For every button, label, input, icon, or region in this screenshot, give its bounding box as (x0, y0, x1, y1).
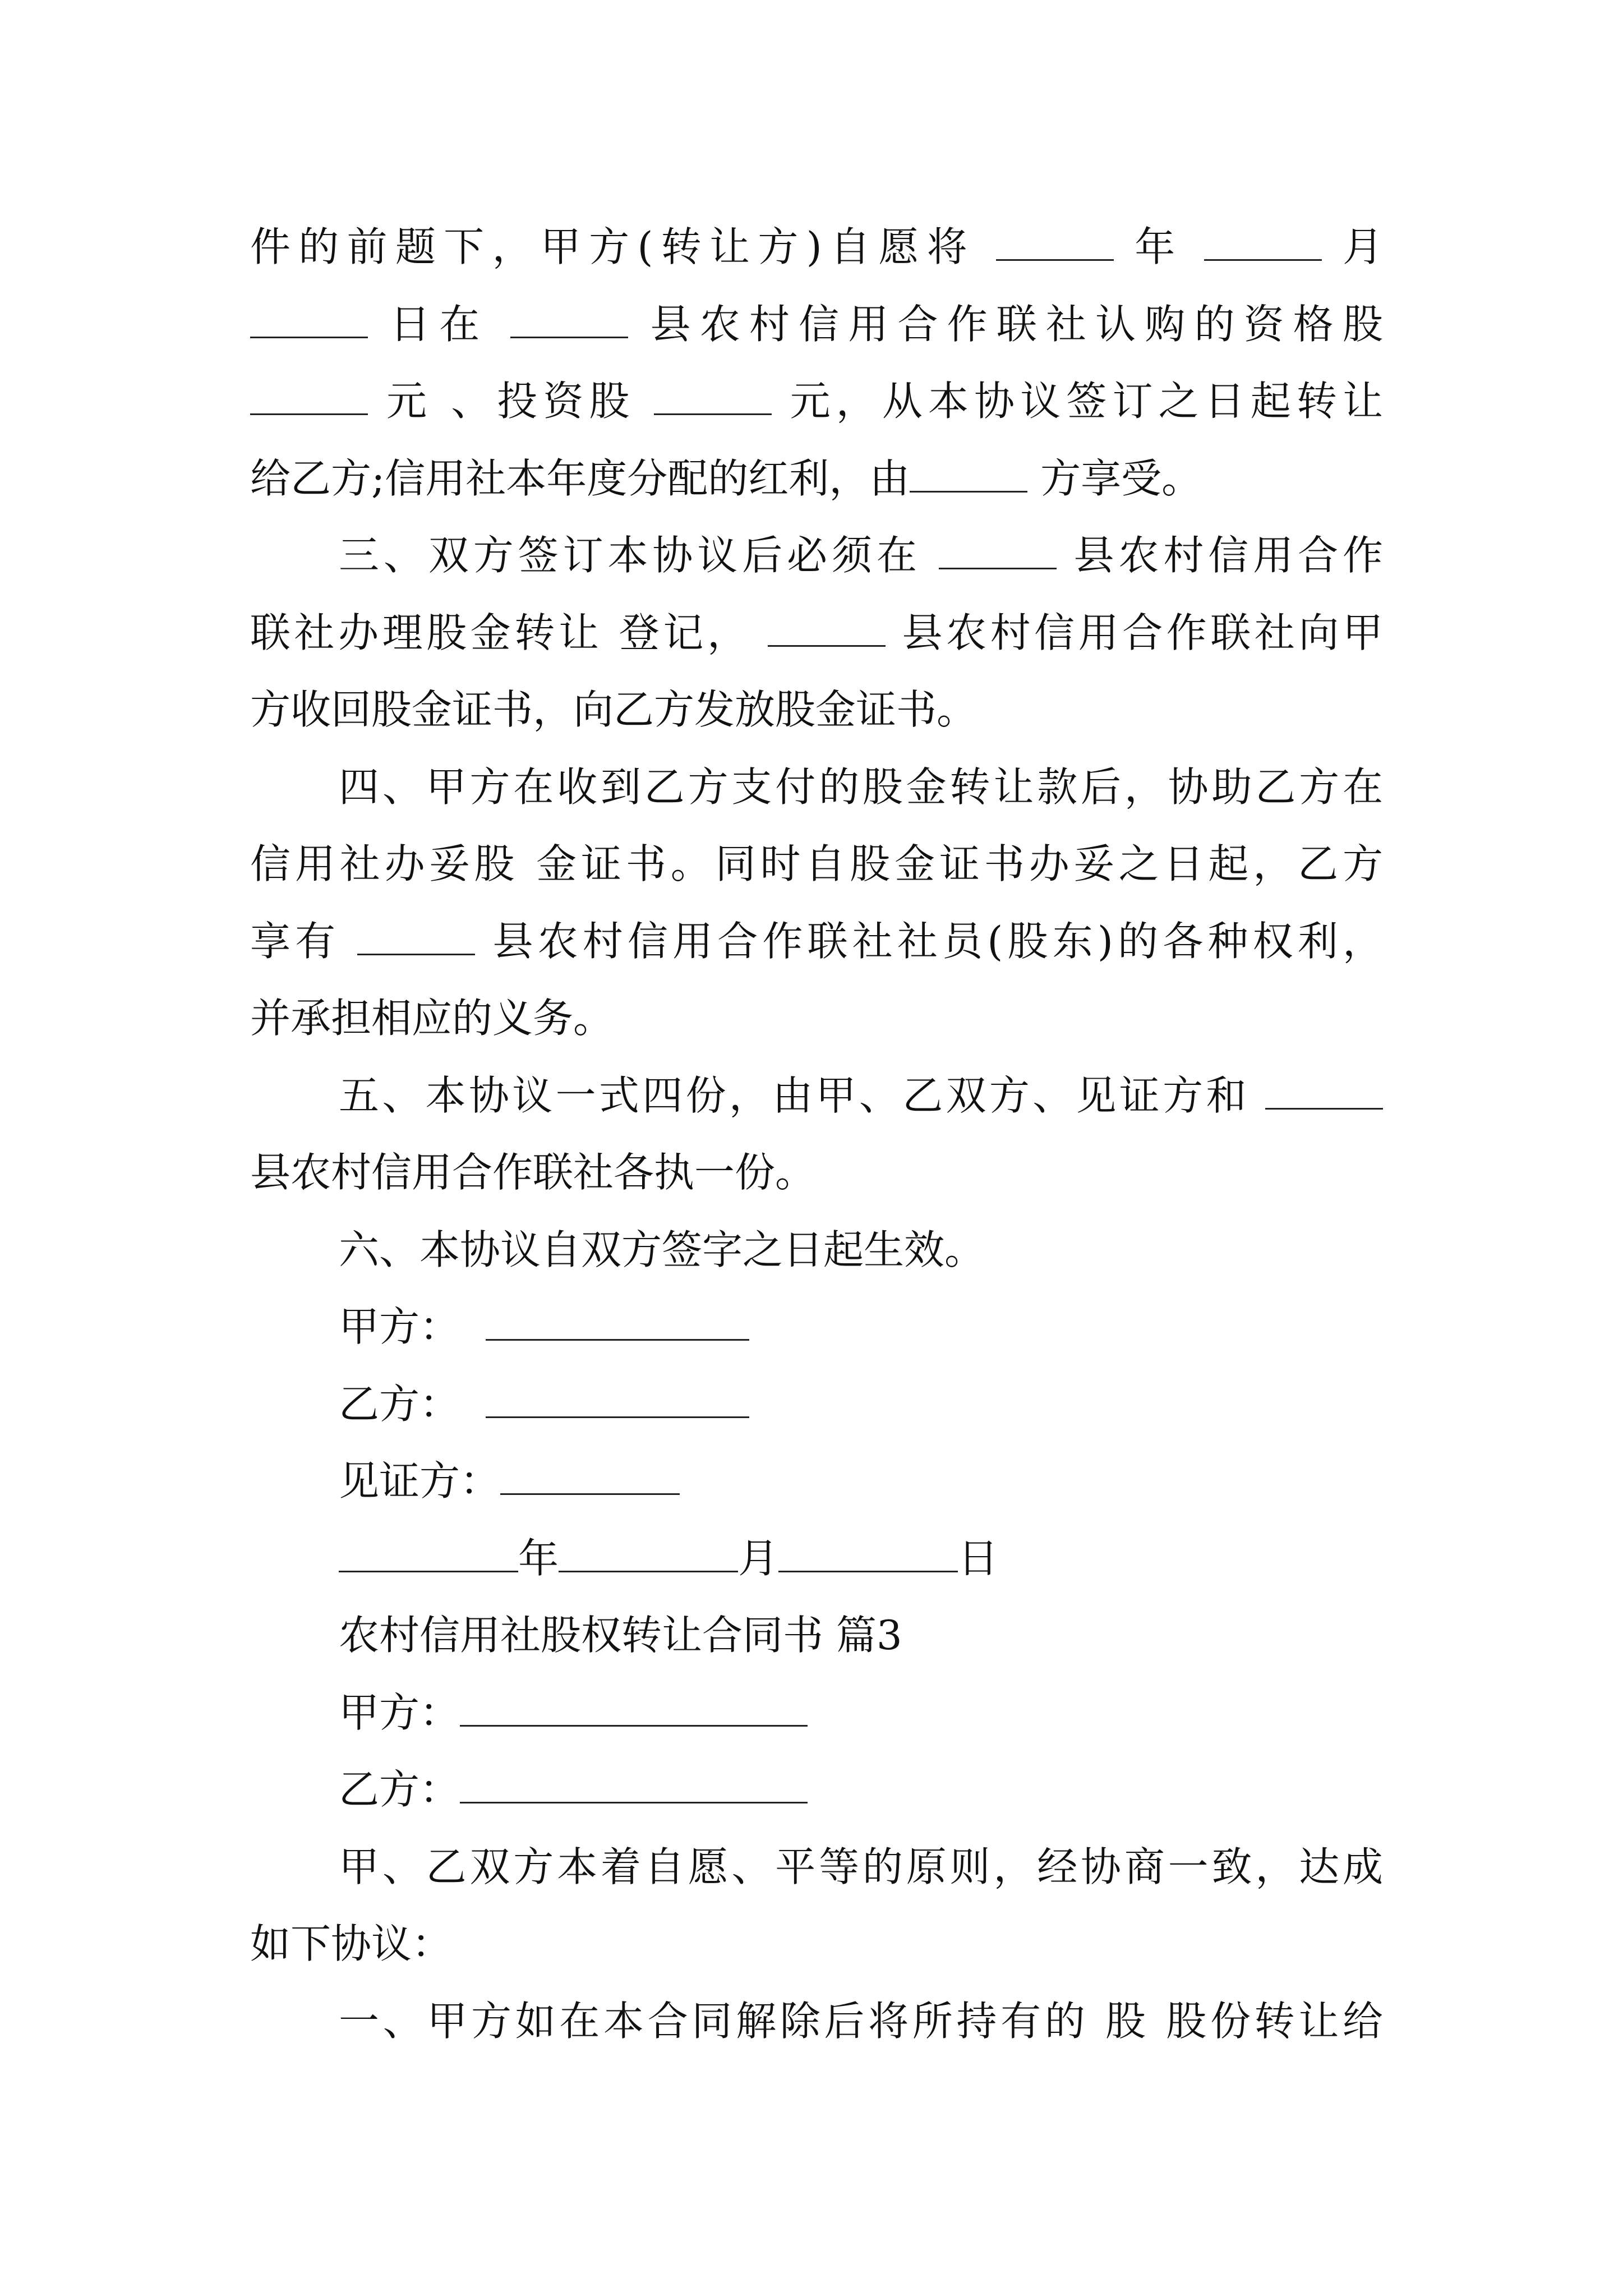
text-segment: 元，从本协议签订之日起转让 (790, 378, 1383, 425)
fill-blank (939, 535, 1057, 569)
text-line (250, 517, 1383, 595)
text-segment: 方享受。 (1040, 454, 1202, 502)
fill-blank (486, 1384, 749, 1418)
text-segment: 见证方： (339, 1457, 501, 1504)
text-line (250, 209, 1383, 286)
party-b-line (250, 1751, 1383, 1829)
text-line (250, 440, 1383, 518)
text-line (250, 671, 1383, 749)
text-segment: 乙方： (339, 1380, 460, 1428)
text-line (250, 749, 1383, 826)
text-segment: 月 (1342, 223, 1383, 270)
fill-blank (654, 381, 772, 415)
text-segment: 六、本协议自双方签字之日起生效。 (339, 1226, 985, 1273)
document-body (250, 209, 1383, 2060)
text-segment: 信用社办妥股 金证书。同时自股金证书办妥之日起，乙方 (250, 840, 1383, 887)
text-segment: 件的前题下，甲方(转让方)自愿将 (250, 223, 975, 270)
text-line (250, 1057, 1383, 1135)
fill-blank (559, 1538, 738, 1572)
text-segment: 享有 (250, 917, 340, 965)
text-line (250, 1906, 1383, 1983)
fill-blank (768, 613, 886, 647)
fill-blank (250, 304, 368, 338)
fill-blank (996, 227, 1114, 261)
text-segment: 年 (518, 1534, 559, 1582)
signature-line-party-b (250, 1366, 1383, 1443)
text-segment: 方收回股金证书，向乙方发放股金证书。 (250, 686, 978, 733)
text-segment: 县农村信用合作联社认购的资格股 (650, 300, 1383, 348)
text-line (250, 363, 1383, 440)
text-line (250, 980, 1383, 1057)
text-segment: 乙方： (339, 1766, 460, 1813)
fill-blank (460, 1692, 808, 1727)
fill-blank (357, 921, 475, 955)
text-segment: 甲方： (339, 1688, 460, 1736)
fill-blank (500, 1461, 680, 1495)
fill-blank (1204, 227, 1322, 261)
fill-blank (250, 381, 368, 415)
text-line (250, 826, 1383, 903)
fill-blank (339, 1538, 518, 1572)
text-segment: 日在 (390, 300, 489, 348)
text-segment: 如下协议： (250, 1920, 453, 1967)
text-segment: 县农村信用合作联社向甲 (902, 609, 1383, 656)
text-segment: 日 (958, 1534, 999, 1582)
text-line (250, 1134, 1383, 1212)
fill-blank (1265, 1075, 1383, 1110)
text-segment: 甲方： (339, 1303, 460, 1350)
text-segment: 县农村信用合作 (1073, 532, 1383, 579)
text-line (250, 1212, 1383, 1289)
text-segment: 四、甲方在收到乙方支付的股金转让款后，协助乙方在 (339, 763, 1383, 811)
fill-blank (510, 304, 628, 338)
text-line (250, 595, 1383, 672)
text-segment: 元 、投资股 (386, 378, 635, 425)
section-heading (250, 1597, 1383, 1674)
fill-blank (460, 1769, 808, 1803)
text-segment: 甲、乙双方本着自愿、平等的原则，经协商一致，达成 (339, 1843, 1383, 1890)
text-segment: 五、本协议一式四份，由甲、乙双方、见证方和 (339, 1071, 1249, 1119)
signature-line-witness (250, 1443, 1383, 1520)
text-segment: 年 (1135, 223, 1183, 270)
text-line (250, 286, 1383, 364)
text-segment: 一、甲方如在本合同解除后将所持有的 股 股份转让给 (339, 1997, 1383, 2045)
fill-blank (486, 1306, 749, 1341)
text-segment: 农村信用社股权转让合同书 篇3 (339, 1612, 902, 1659)
date-line (250, 1520, 1383, 1598)
signature-line-party-a (250, 1289, 1383, 1366)
text-line (250, 1983, 1383, 2060)
text-segment: 联社办理股金转让 登记， (250, 609, 751, 656)
party-a-line (250, 1674, 1383, 1752)
text-segment: 并承担相应的义务。 (250, 995, 614, 1042)
text-line (250, 1829, 1383, 1906)
fill-blank (778, 1538, 958, 1572)
fill-blank (910, 458, 1027, 493)
text-segment: 县农村信用合作联社社员(股东)的各种权利， (492, 917, 1383, 965)
text-segment: 三、双方签订本协议后必须在 (339, 532, 921, 579)
text-segment: 给乙方;信用社本年度分配的红利，由 (250, 454, 910, 502)
text-segment: 月 (738, 1534, 779, 1582)
text-line (250, 903, 1383, 981)
text-segment: 县农村信用合作联社各执一份。 (250, 1149, 816, 1196)
